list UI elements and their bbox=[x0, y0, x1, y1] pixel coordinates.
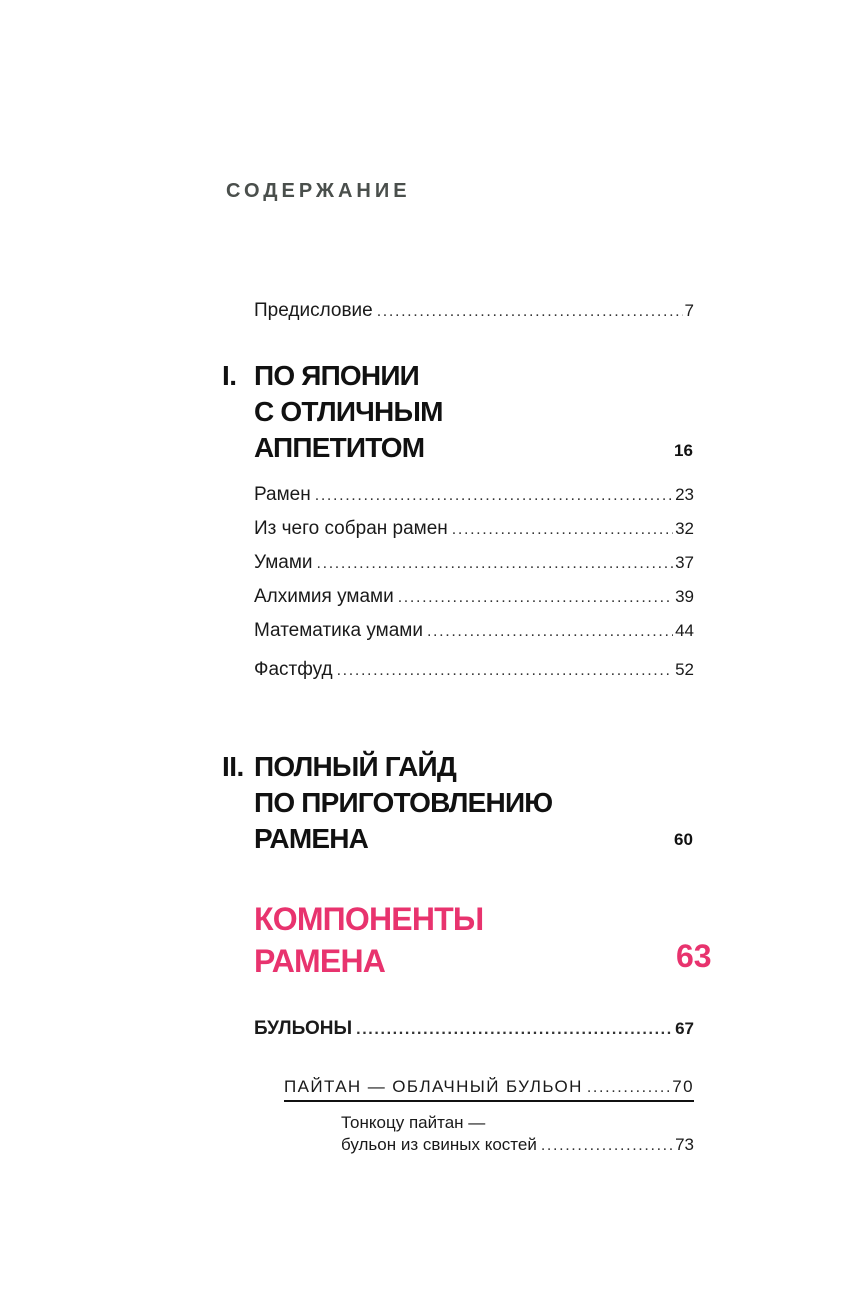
section-page: 63 bbox=[676, 938, 712, 974]
part-title-line: С ОТЛИЧНЫМ bbox=[254, 396, 443, 427]
section-title-line: РАМЕНА bbox=[254, 943, 386, 979]
entry-page: 52 bbox=[675, 660, 694, 679]
dot-leader bbox=[452, 521, 673, 539]
part-title[interactable] bbox=[254, 749, 552, 857]
dot-leader bbox=[377, 303, 683, 321]
toc-entry[interactable] bbox=[254, 518, 694, 540]
entry-page: 32 bbox=[675, 519, 694, 538]
toc-entry-broths[interactable] bbox=[254, 1018, 694, 1040]
entry-label: Фастфуд bbox=[254, 659, 333, 680]
part-page: 16 bbox=[674, 441, 693, 460]
part-number: II. bbox=[222, 751, 244, 782]
part-title-line: ПО ЯПОНИИ bbox=[254, 360, 419, 391]
dot-leader bbox=[427, 623, 673, 641]
part-title[interactable] bbox=[254, 358, 443, 466]
toc-entry[interactable] bbox=[254, 659, 694, 681]
entry-label: Алхимия умами bbox=[254, 586, 394, 607]
entry-page: 37 bbox=[675, 553, 694, 572]
part-number: I. bbox=[222, 360, 237, 391]
entry-page: 7 bbox=[684, 301, 694, 320]
toc-entry-preface[interactable] bbox=[254, 300, 694, 322]
entry-page: 70 bbox=[672, 1077, 694, 1096]
divider-rule bbox=[284, 1100, 694, 1102]
toc-heading: СОДЕРЖАНИЕ bbox=[226, 180, 411, 202]
entry-page: 23 bbox=[675, 485, 694, 504]
entry-label: Рамен bbox=[254, 484, 311, 505]
toc-entry[interactable] bbox=[254, 484, 694, 506]
entry-page: 39 bbox=[675, 587, 694, 606]
section-title-line: КОМПОНЕНТЫ bbox=[254, 901, 484, 937]
part-title-line: АППЕТИТОМ bbox=[254, 432, 425, 463]
entry-label: Предисловие bbox=[254, 300, 373, 321]
entry-page: 73 bbox=[675, 1135, 694, 1154]
entry-page: 44 bbox=[675, 621, 694, 640]
toc-entry[interactable] bbox=[254, 620, 694, 642]
part-title-line: РАМЕНА bbox=[254, 823, 369, 854]
entry-label: Математика умами bbox=[254, 620, 423, 641]
entry-label: бульон из свиных костей bbox=[341, 1135, 537, 1154]
section-title-components[interactable] bbox=[254, 898, 483, 982]
toc-entry[interactable] bbox=[254, 586, 694, 608]
toc-entry-paitan[interactable] bbox=[284, 1077, 694, 1097]
toc-entry[interactable] bbox=[254, 552, 694, 574]
dot-leader bbox=[356, 1021, 673, 1039]
part-page: 60 bbox=[674, 830, 693, 849]
entry-label: ПАЙТАН — ОБЛАЧНЫЙ БУЛЬОН bbox=[284, 1077, 583, 1096]
toc-entry-tonkotsu[interactable] bbox=[341, 1135, 694, 1155]
entry-label: Из чего собран рамен bbox=[254, 518, 448, 539]
toc-entry-tonkotsu-line1[interactable]: Тонкоцу пайтан — bbox=[341, 1113, 486, 1132]
dot-leader bbox=[541, 1137, 673, 1155]
part-title-line: ПО ПРИГОТОВЛЕНИЮ bbox=[254, 787, 553, 818]
dot-leader bbox=[315, 487, 673, 505]
entry-page: 67 bbox=[675, 1019, 694, 1038]
part-title-line: ПОЛНЫЙ ГАЙД bbox=[254, 751, 456, 782]
dot-leader bbox=[587, 1079, 670, 1097]
dot-leader bbox=[398, 589, 673, 607]
dot-leader bbox=[317, 555, 674, 573]
dot-leader bbox=[337, 662, 673, 680]
entry-label: БУЛЬОНЫ bbox=[254, 1018, 353, 1039]
entry-label: Умами bbox=[254, 552, 313, 573]
